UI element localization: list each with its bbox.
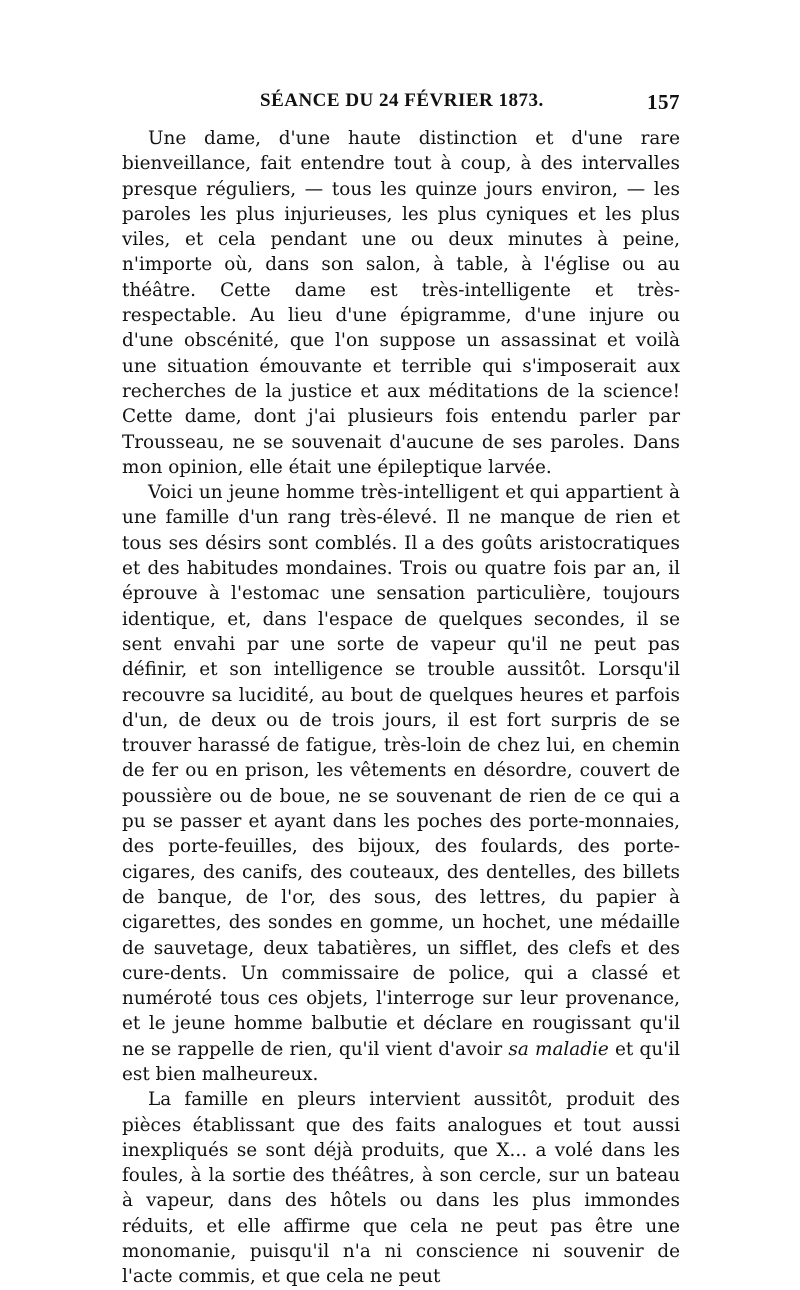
paragraph-2 bbox=[122, 480, 680, 1087]
running-header bbox=[122, 88, 680, 118]
page-number: 157 bbox=[647, 90, 680, 114]
paragraph-1: Une dame, d'une haute distinction et d'une rare bienveillance, fait entendre tout à coup, à des intervalles presque réguliers, — tous les quinze jours environ, — les paroles les plus injurieuses, les plus cyniques et les plus viles, et cela pendant une ou deux minutes à peine, n'importe où, dans son salon, à table, à l'église ou au théâtre. Cette dame est très-intelligente et très-respectable. Au lieu d'une épigramme, d'une injure ou d'une obscénité, que l'on suppose un assassinat et voilà une situation émouvante et terrible qui s'imposerait aux recherches de la justice et aux méditations de la science! Cette dame, dont j'ai plusieurs fois entendu parler par Trousseau, ne se souvenait d'aucune de ses paroles. Dans mon opinion, elle était une épileptique larvée. bbox=[122, 128, 680, 478]
italic-phrase: sa maladie bbox=[508, 1038, 609, 1060]
paragraph-2-text-before: Voici un jeune homme très-intelligent et qui appartient à une famille d'un rang très-élevé. Il ne manque de rien et tous ses désirs sont comblés. Il a des goûts aristocratiques et des habitudes mondaines. Trois ou quatre fois par an, il éprouve à l'estomac une sensation particulière, toujours identique, et, dans l'espace de quelques secondes, il se sent envahi par une sorte de vapeur qu'il ne peut pas définir, et son intelligence se trouble aussitôt. Lorsqu'il recouvre sa lucidité, au bout de quelques heures et parfois d'un, de deux ou de trois jours, il est fort surpris de se trouver harassé de fatigue, très-loin de chez lui, en chemin de fer ou en prison, les vêtements en désordre, couvert de poussière ou de boue, ne se souvenant de rien de ce qui a pu se passer et ayant dans les poches des porte-monnaies, des porte-feuilles, des bijoux, des foulards, des porte-cigares, des canifs, des couteaux, des dentelles, des billets de banque, de l'or, des sous, des lettres, du papier à cigarettes, des sondes en gomme, un hochet, une médaille de sauvetage, deux tabatières, un sifflet, des clefs et des cure-dents. Un commissaire de police, qui a classé et numéroté tous ces objets, l'interroge sur leur provenance, et le jeune homme balbutie et déclare en rougissant qu'il ne se rappelle de rien, qu'il vient d'avoir bbox=[122, 482, 680, 1060]
paragraph-3: La famille en pleurs intervient aussitôt, produit des pièces établissant que des faits analogues et tout aussi inexpliqués se sont déjà produits, que X... a volé dans les foules, à la sortie des théâtres, à son cercle, sur un bateau à vapeur, dans des hôtels ou dans les plus immondes réduits, et elle affirme que cela ne peut pas être une monomanie, puisqu'il n'a ni conscience ni souvenir de l'acte commis, et que cela ne peut bbox=[122, 1089, 680, 1288]
paragraph-2-text-after: et qu'il est bien malheureux. bbox=[122, 1038, 680, 1085]
book-page bbox=[122, 88, 680, 1290]
header-title: SÉANCE DU 24 FÉVRIER 1873. bbox=[260, 90, 544, 111]
body-text bbox=[122, 126, 680, 1290]
